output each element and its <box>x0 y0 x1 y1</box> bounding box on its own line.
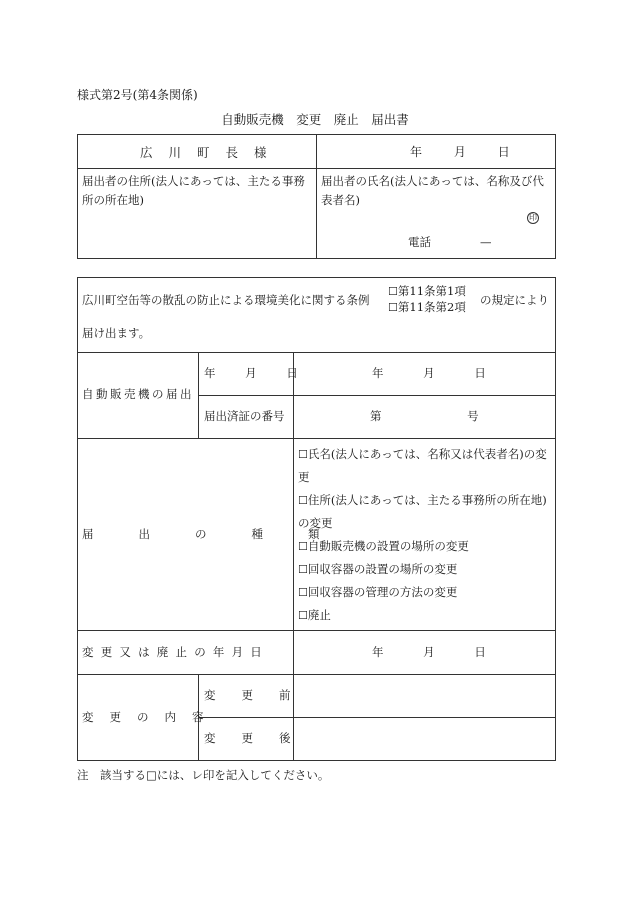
month-label: 月 <box>423 645 435 659</box>
change-date-label: 変更又は廃止の年月日 <box>82 645 269 659</box>
certificate-number-value <box>370 410 479 424</box>
article-option-2-label: 第11条第2項 <box>397 300 466 314</box>
types-label-text: 届出の種類 <box>82 527 365 541</box>
day-label: 日 <box>497 145 510 159</box>
type-option-1-label: 氏名(法人にあっては、名称又は代表者名)の変更 <box>298 447 547 484</box>
change-after-label: 変更後 <box>204 731 317 745</box>
ordinance-text: 広川町空缶等の散乱の防止による環境美化に関する条例 <box>82 293 370 307</box>
change-content-label: 変更の内容 <box>82 710 220 724</box>
ordinance-line2: 届け出ます。 <box>82 326 151 340</box>
article-option-1-label: 第11条第1項 <box>397 284 466 298</box>
certificate-number-label: 届出済証の番号 <box>204 409 285 423</box>
vending-label: 自動販売機の届出 <box>82 387 194 401</box>
vending-date-value <box>372 367 486 381</box>
phone-label: 電話 <box>408 235 431 249</box>
checkbox-icon[interactable]: ☐ <box>298 563 308 576</box>
type-option-6-label: 廃止 <box>307 608 331 622</box>
month-char: 月 <box>245 366 257 380</box>
type-option-3-label: 自動販売機の設置の場所の変更 <box>307 539 469 553</box>
type-option-1[interactable] <box>298 443 554 489</box>
addressee <box>140 145 283 160</box>
type-option-4-label: 回収容器の設置の場所の変更 <box>307 562 458 576</box>
type-option-6[interactable] <box>298 609 331 623</box>
year-label: 年 <box>372 645 384 659</box>
type-option-3[interactable] <box>298 540 469 554</box>
checkbox-icon[interactable]: ☐ <box>298 586 308 599</box>
applicant-address-label: 届出者の住所(法人にあっては、主たる事務所の所在地) <box>82 174 305 207</box>
checkbox-icon[interactable]: ☐ <box>388 285 398 298</box>
day-label: 日 <box>474 366 486 380</box>
change-date-value <box>372 646 486 660</box>
year-char: 年 <box>204 366 216 380</box>
phone-dash: — <box>480 235 492 249</box>
type-option-5[interactable] <box>298 586 457 600</box>
year-label: 年 <box>410 145 423 159</box>
seal-icon: 印 <box>529 213 537 223</box>
footnote: 注 該当する□には、レ印を記入してください。 <box>77 768 330 782</box>
ordinance-suffix: の規定により <box>480 293 549 307</box>
article-option-2[interactable] <box>388 301 466 315</box>
year-label: 年 <box>372 366 384 380</box>
type-option-5-label: 回収容器の管理の方法の変更 <box>307 585 458 599</box>
month-label: 月 <box>423 366 435 380</box>
day-char: 日 <box>286 366 298 380</box>
vending-date-label <box>204 367 298 381</box>
type-option-4[interactable] <box>298 563 457 577</box>
checkbox-icon[interactable]: ☐ <box>298 494 308 507</box>
article-option-1[interactable] <box>388 285 466 299</box>
number-prefix: 第 <box>370 409 382 423</box>
types-label <box>82 527 365 542</box>
submission-date <box>410 145 510 159</box>
document-title: 自動販売機 変更 廃止 届出書 <box>221 112 409 127</box>
checkbox-icon[interactable]: ☐ <box>298 448 308 461</box>
applicant-name-label: 届出者の氏名(法人にあっては、名称及び代表者名) <box>321 174 544 207</box>
number-suffix: 号 <box>467 409 479 423</box>
type-option-2-label: 住所(法人にあっては、主たる事務所の所在地)の変更 <box>298 493 547 530</box>
checkbox-icon[interactable]: ☐ <box>298 540 308 553</box>
type-option-2[interactable] <box>298 489 554 535</box>
change-before-label: 変更前 <box>204 688 317 702</box>
form-number: 様式第2号(第4条関係) <box>77 88 198 102</box>
addressee-char: 広川町長様 <box>140 145 283 160</box>
checkbox-icon[interactable]: ☐ <box>298 609 308 622</box>
checkbox-icon[interactable]: ☐ <box>388 301 398 314</box>
month-label: 月 <box>453 145 466 159</box>
day-label: 日 <box>474 645 486 659</box>
